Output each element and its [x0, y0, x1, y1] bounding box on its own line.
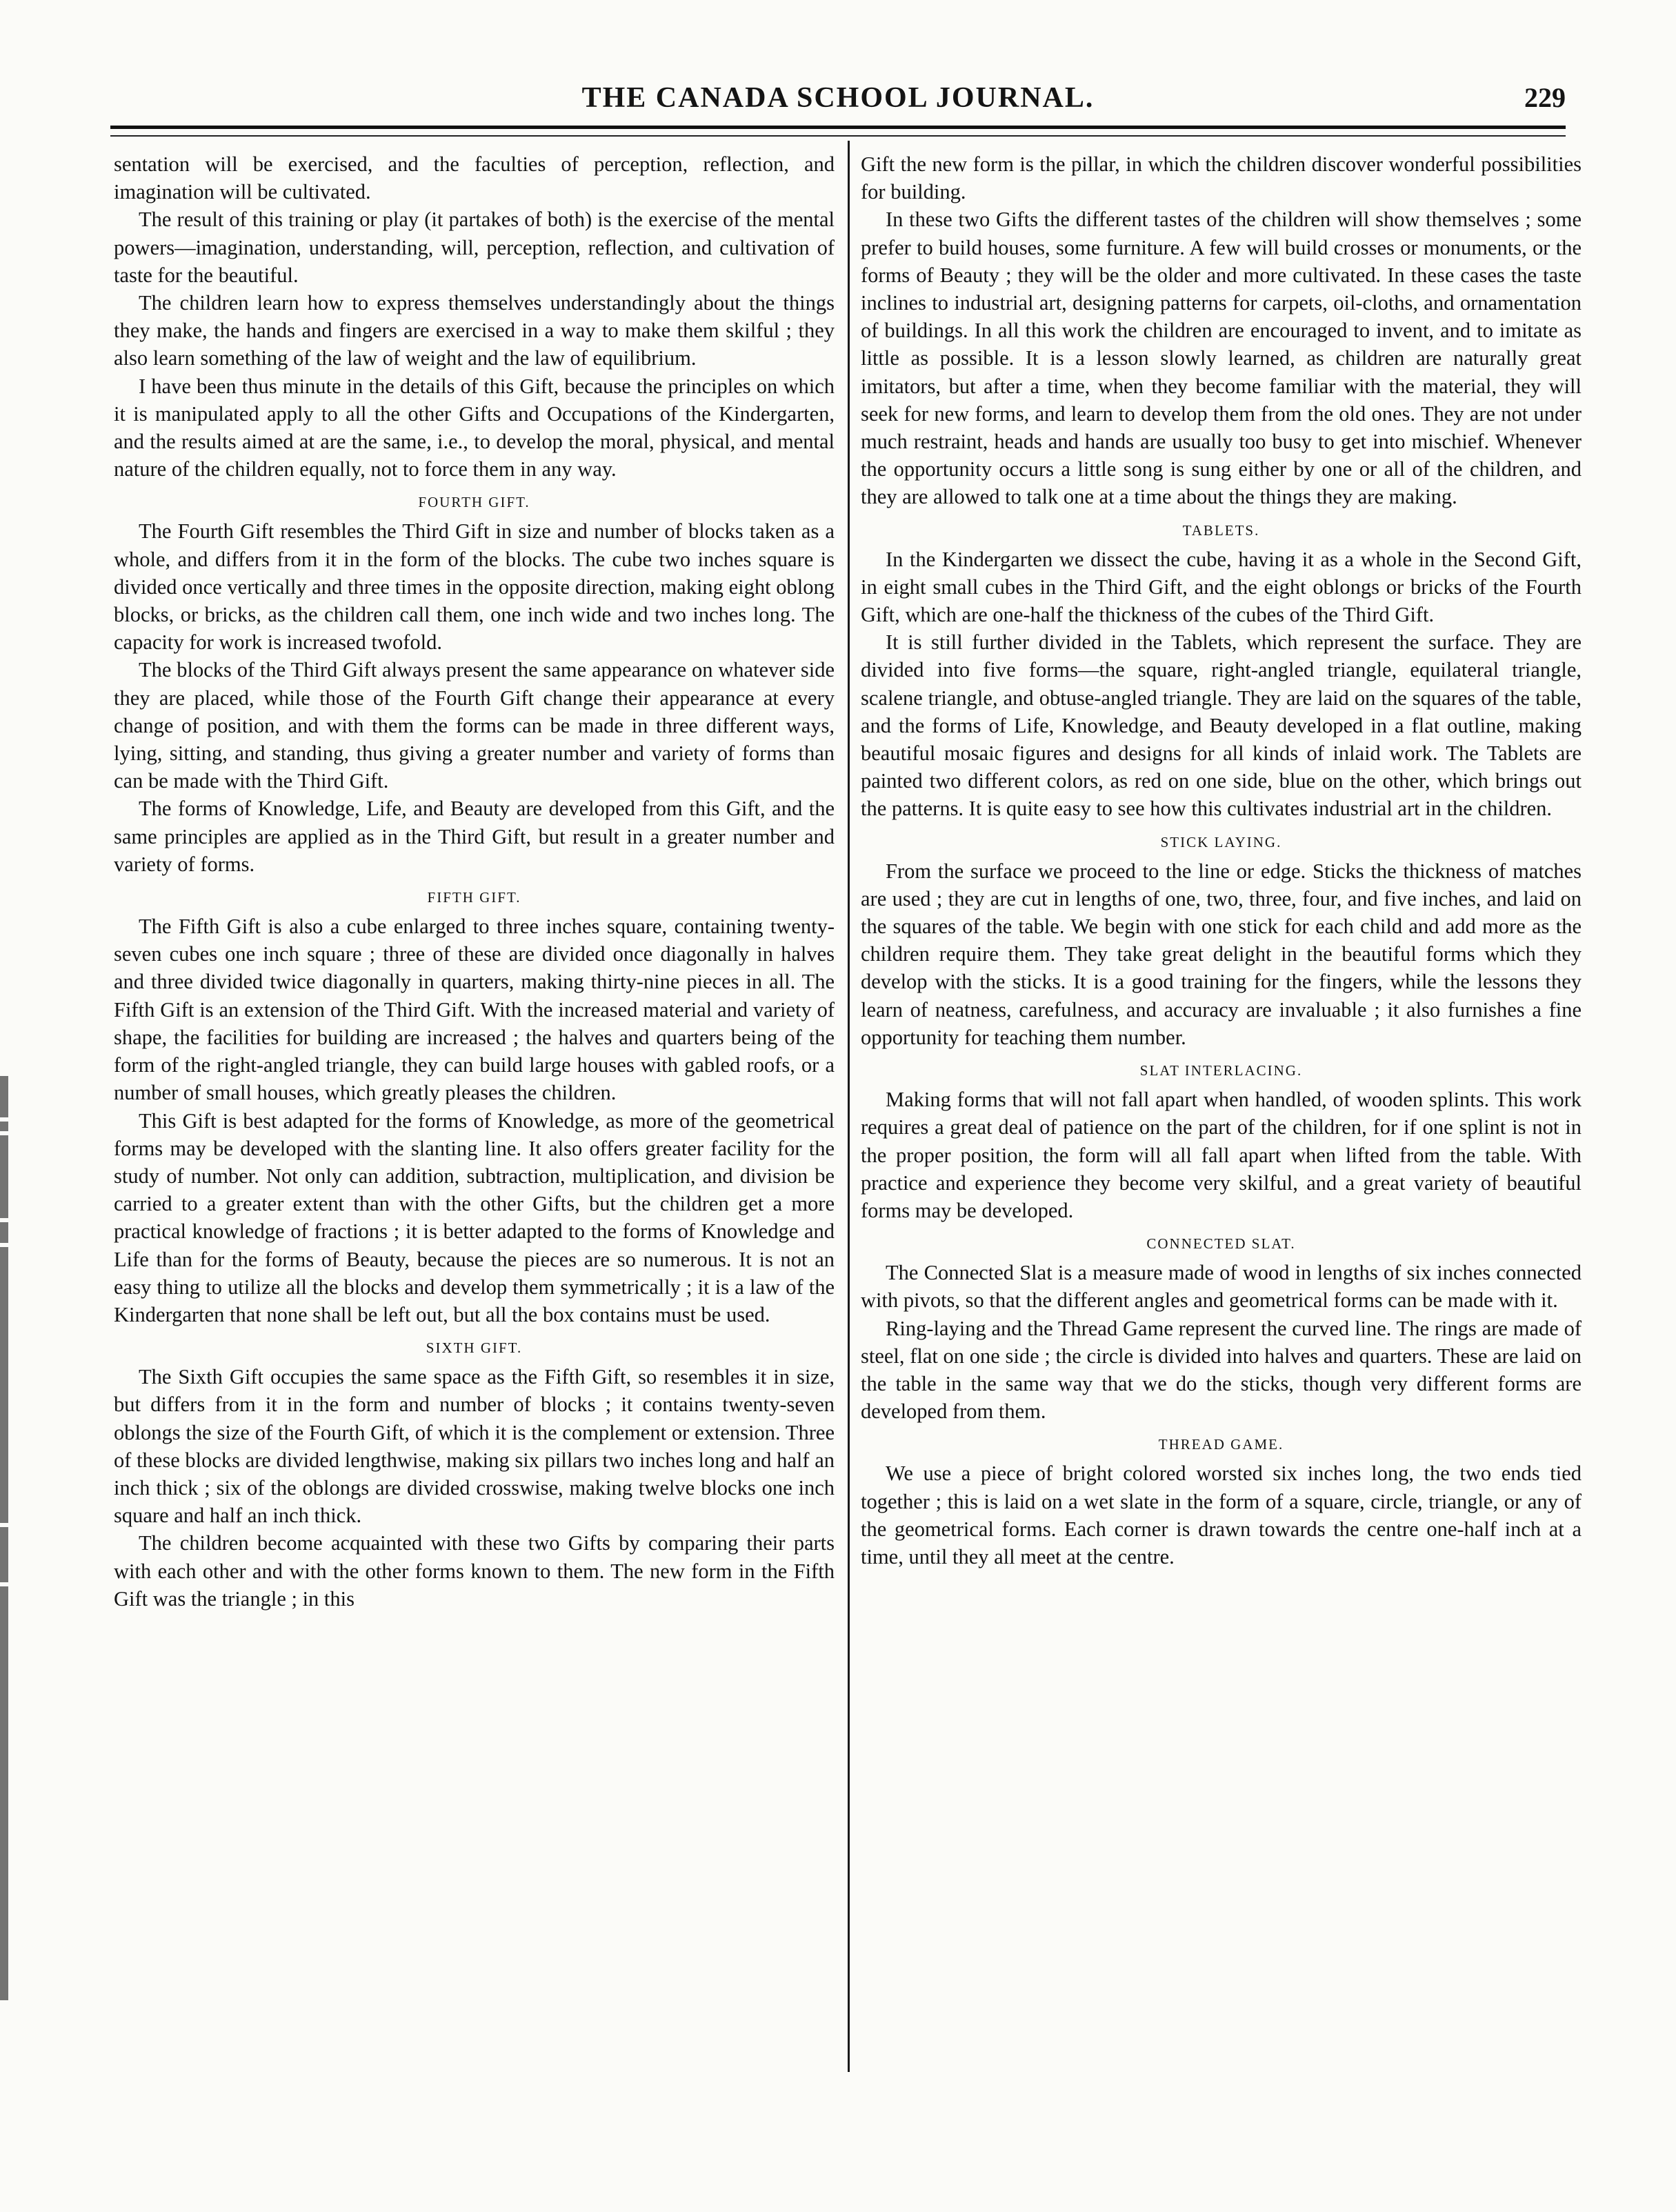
paragraph: In the Kindergarten we dissect the cube, having it as a whole in the Second Gift, in eight small cubes in the Third Gift, and the eight oblongs or bricks of the Fourth Gift, which are one-half the thickness of the cubes of the Third Gift.: [861, 547, 1582, 627]
paragraph: Making forms that will not fall apart when handled, of wooden splints. This work requires a great deal of patience on the part of the children, for if one splint is not in the proper position, the form will all fall apart when lifted from the table. With practice and experience they become very skilful, and a great variety of beautiful forms may be developed.: [861, 1088, 1582, 1222]
paragraph: We use a piece of bright colored worsted six inches long, the two ends tied together ; this is laid on a wet slate in the form of a square, circle, triangle, or any of the geometrical forms. Each corner is drawn towards the centre one-half inch at a time, until they all meet at the centre.: [861, 1462, 1582, 1568]
section-heading: FIFTH GIFT.: [427, 889, 521, 906]
paragraph: In these two Gifts the different tastes of the children will show themselves ; some prefer to build houses, some furniture. A few will build crosses or monuments, or the forms of Beauty ; they will be the older and more cultivated. In these cases the taste inclines to industrial art, designing patterns for carpets, oil-cloths, and ornamentation of buildings. In all this work the children are encouraged to invent, and to imitate as little as possible. It is a lesson slowly learned, as children are naturally great imitators, but after a time, when they become familiar with the material, they will seek for new forms, and learn to develop them from the old ones. They are not under much restraint, heads and hands are usually too busy to get into mischief. Whenever the opportunity occurs a little song is sung either by one or all of the children, and they are allowed to talk one at a time about the things they are making.: [861, 208, 1582, 509]
paragraph: Ring-laying and the Thread Game represent the curved line. The rings are made of steel, flat on one side ; the circle is divided into halves and quarters. These are laid on the table in the same way that we do the sticks, though very different forms are developed from them.: [861, 1316, 1582, 1424]
paragraph: This Gift is best adapted for the forms of Knowledge, as more of the geometrical forms may be developed with the slanting line. It also offers greater facility for the study of number. Not only can addition, subtraction, multiplication, and division be carried to a greater extent than with the other Gifts, but the children get a more practical knowledge of fractions ; it is better adapted to the forms of Knowledge and Life than for the forms of Beauty, because the pieces are so numerous. It is not an easy thing to utilize all the blocks and develop them symmetrically ; it is a law of the Kindergarten that none shall be left out, but all the box contains must be used.: [114, 1108, 835, 1326]
paragraph: The forms of Knowledge, Life, and Beauty are developed from this Gift, and the same principles are applied as in the Third Gift, but result in a greater number and variety of forms.: [114, 797, 835, 876]
paragraph: The Fourth Gift resembles the Third Gift in size and number of blocks taken as a whole, and differs from it in the form of the blocks. The cube two inches square is divided once vertically and three times in the opposite direction, making eight oblong blocks, or bricks, as the children call them, one inch wide and two inches long. The capacity for work is increased twofold.: [114, 519, 835, 655]
paragraph: The Connected Slat is a measure made of wood in lengths of six inches connected with pivots, so that the different angles and geometrical forms can be made with it.: [861, 1261, 1582, 1313]
paragraph: The children become acquainted with these two Gifts by comparing their parts with each other and with the other forms known to them. The new form in the Fifth Gift was the triangle ; in this: [114, 1531, 835, 1611]
section-heading: THREAD GAME.: [1158, 1436, 1284, 1453]
paragraph: I have been thus minute in the details of this Gift, because the principles on which it is manipulated apply to all the other Gifts and Occupations of the Kindergarten, and the results aimed at are the same, i.e., to develop the moral, physical, and mental nature of the children equally, not to force them in any way.: [114, 374, 835, 481]
paragraph: It is still further divided in the Tablets, which represent the surface. They are divided into five forms—the square, right-angled triangle, equilateral triangle, scalene triangle, and obtuse-angled triangle. They are laid on the squares of the table, and the forms of Life, Knowledge, and Beauty developed in a flat outline, making beautiful mosaic figures and designs for all kinds of inlaid work. The Tablets are painted two different colors, as red on one side, blue on the other, which brings out the patterns. It is quite easy to see how this cultivates industrial art in the children.: [861, 630, 1582, 821]
paragraph: The result of this training or play (it partakes of both) is the exercise of the mental powers—imagination, understanding, will, perception, reflection, and cultivation of taste for the beautiful.: [114, 208, 835, 287]
section-heading: FOURTH GIFT.: [418, 494, 530, 511]
section-heading: STICK LAYING.: [1160, 833, 1282, 850]
binding-edge-marks: [0, 1076, 12, 2207]
paragraph: sentation will be exercised, and the faculties of perception, reflection, and imagination will be cultivated.: [114, 152, 835, 204]
header-rule-thin: [110, 135, 1566, 137]
paragraph: The Fifth Gift is also a cube enlarged to three inches square, containing twenty-seven cubes one inch square ; three of these are divided once diagonally in halves and three divided twice diagonally in quarters, making thirty-nine pieces in all. The Fifth Gift is an extension of the Third Gift. With the increased material and variety of shape, the facilities for building are increased ; the halves and quarters being of the form of the right-angled triangle, they can build large houses with gabled roofs, or a number of small houses, which greatly pleases the children.: [114, 915, 835, 1105]
header-rule-thick: [110, 126, 1566, 129]
page-number: 229: [1524, 82, 1566, 113]
section-heading: CONNECTED SLAT.: [1146, 1235, 1296, 1253]
section-heading: SLAT INTERLACING.: [1139, 1062, 1303, 1079]
left-column: [114, 150, 835, 1613]
paragraph: The blocks of the Third Gift always present the same appearance on whatever side they are placed, while those of the Fourth Gift change their appearance at every change of position, and with them the forms can be made in three different ways, lying, sitting, and standing, thus giving a greater number and variety of forms than can be made with the Third Gift.: [114, 658, 835, 793]
paragraph: From the surface we proceed to the line or edge. Sticks the thickness of matches are used ; they are cut in lengths of one, two, three, four, and five inches, and laid on the squares of the table. We begin with one stick for each child and add more as the children require them. They take great delight in the beautiful forms which they develop with the sticks. It is a good training for the fingers, while the lessons they learn of neatness, carefulness, and accuracy are invaluable ; it also furnishes a fine opportunity for teaching them number.: [861, 859, 1582, 1049]
right-column: [861, 150, 1582, 1571]
page-header: [110, 81, 1566, 123]
section-heading: TABLETS.: [1182, 521, 1260, 539]
paragraph: The children learn how to express themselves understandingly about the things they make, the hands and fingers are exercised in a way to make them skilful ; they also learn something of the law of weight and the law of equilibrium.: [114, 291, 835, 370]
column-divider: [848, 141, 850, 2072]
journal-title: THE CANADA SCHOOL JOURNAL.: [581, 82, 1095, 114]
paragraph: Gift the new form is the pillar, in which the children discover wonderful possibilities for building.: [861, 152, 1582, 204]
section-heading: SIXTH GIFT.: [426, 1339, 523, 1357]
paragraph: The Sixth Gift occupies the same space as the Fifth Gift, so resembles it in size, but differs from it in the form and number of blocks ; it contains twenty-seven oblongs the size of the Fourth Gift, of which it is the complement or extension. Three of these blocks are divided lengthwise, making six pillars two inches long and half an inch thick ; six of the oblongs are divided crosswise, making twelve blocks one inch square and half an inch thick.: [114, 1365, 835, 1528]
